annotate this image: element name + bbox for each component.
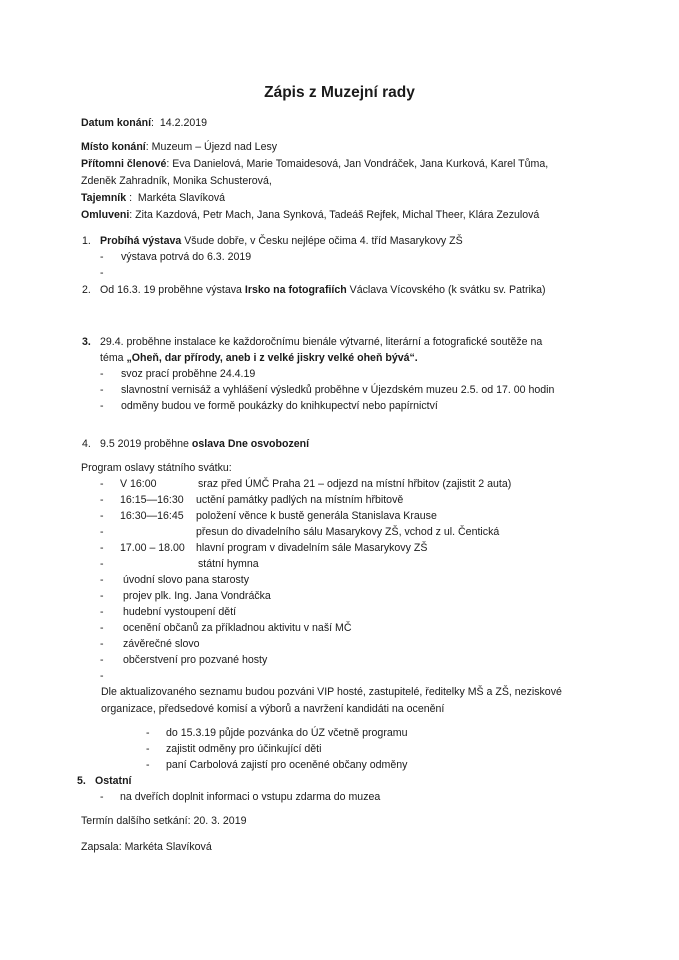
item-number: 5. <box>77 775 86 787</box>
program-item: hudební vystoupení dětí <box>123 606 237 618</box>
item-3-bullet: slavnostní vernisáž a vyhlášení výsledků proběhne v Újezdském muzeu 2.5. od 17. 00 hodin <box>121 384 555 396</box>
item-1-rest: Všude dobře, v Česku nejlépe očima 4. tříd Masarykovy ZŠ <box>181 235 463 247</box>
item-1 <box>82 234 91 248</box>
bullet-dash: - <box>100 606 104 618</box>
bullet-dash: - <box>100 574 104 586</box>
meta-members: Přítomni členové: Eva Danielová, Marie Tomaidesová, Jan Vondráček, Jana Kurková, Karel Tůma, <box>81 158 549 170</box>
place-label: Místo konání <box>81 141 146 153</box>
recorded-by: Zapsala: Markéta Slavíková <box>81 841 212 853</box>
bullet-dash: - <box>100 791 104 803</box>
item-1-bullet: výstava potrvá do 6.3. 2019 <box>121 251 252 263</box>
item-1-bold: Probíhá výstava <box>100 235 182 247</box>
bullet-dash: - <box>100 622 104 634</box>
bullet-dash: - <box>100 368 104 380</box>
bullet-dash: - <box>100 590 104 602</box>
item-5-bullet: na dveřích doplnit informaci o vstupu zdarma do muzea <box>120 791 381 803</box>
document-title: Zápis z Muzejní rady <box>264 84 415 101</box>
schedule-text: přesun do divadelního sálu Masarykovy ZŠ, vchod z ul. Čentická <box>196 526 500 538</box>
item-3-bullet: odměny budou ve formě poukázky do knihkupectví nebo papírnictví <box>121 400 438 412</box>
next-meeting: Termín dalšího setkání: 20. 3. 2019 <box>81 815 247 827</box>
program-item: úvodní slovo pana starosty <box>123 574 250 586</box>
item-1-text <box>100 234 463 248</box>
item-4-pre: 9.5 2019 proběhne <box>100 438 192 450</box>
excused-label: Omluveni <box>81 209 130 221</box>
item-3-bullet: svoz prací proběhne 24.4.19 <box>121 368 256 380</box>
bullet-dash: - <box>100 400 104 412</box>
invite-line2: organizace, předsedové komisí a výborů a navržení kandidáti na ocenění <box>101 703 445 715</box>
bullet-dash: - <box>100 670 104 682</box>
secretary-label: Tajemník <box>81 192 127 204</box>
invite-line1: Dle aktualizovaného seznamu budou pozváni VIP hosté, zastupitelé, ředitelky MŠ a ZŠ, neziskové <box>101 686 562 698</box>
members-line1: Eva Danielová, Marie Tomaidesová, Jan Vondráček, Jana Kurková, Karel Tůma, <box>172 158 549 170</box>
item-number: 4. <box>82 438 91 450</box>
item-5-title: Ostatní <box>95 775 132 787</box>
schedule-text: uctění památky padlých na místním hřbitově <box>196 494 404 506</box>
bullet-dash: - <box>100 558 104 570</box>
item-2-post: Václava Vícovského (k svátku sv. Patrika) <box>346 284 546 296</box>
schedule-text: položení věnce k bustě generála Stanislava Krause <box>196 510 437 522</box>
bullet-dash: - <box>100 510 104 522</box>
date-value: 14.2.2019 <box>159 117 208 129</box>
schedule-time: 17.00 – 18.00 <box>120 542 185 554</box>
excused-value: Zita Kazdová, Petr Mach, Jana Synková, Tadeáš Rejfek, Michal Theer, Klára Zezulová <box>135 209 540 221</box>
item-3-line2-pre: téma <box>100 352 127 364</box>
task-item: do 15.3.19 půjde pozvánka do ÚZ včetně programu <box>166 727 408 739</box>
bullet-dash: - <box>100 526 104 538</box>
schedule-text: sraz před ÚMČ Praha 21 – odjezd na místní hřbitov (zajistit 2 auta) <box>198 478 512 490</box>
meta-place: Místo konání: Muzeum – Újezd nad Lesy <box>81 141 278 153</box>
item-3-line2 <box>100 351 418 365</box>
members-line2: Zdeněk Zahradník, Monika Schusterová, <box>81 175 272 187</box>
bullet-dash: - <box>100 542 104 554</box>
schedule-text: státní hymna <box>198 558 259 570</box>
item-3-line1: 29.4. proběhne instalace ke každoročnímu bienále výtvarné, literární a fotografické soutěže na <box>100 336 543 348</box>
item-3-theme: „Oheň, dar přírody, aneb i z velké jiskry velké oheň bývá“. <box>126 352 418 364</box>
bullet-dash: - <box>100 494 104 506</box>
bullet-dash: - <box>146 743 150 755</box>
bullet-dash: - <box>100 478 104 490</box>
task-item: zajistit odměny pro účinkující děti <box>166 743 322 755</box>
bullet-dash: - <box>146 759 150 771</box>
program-item: závěrečné slovo <box>123 638 200 650</box>
secretary-value: Markéta Slavíková <box>137 192 226 204</box>
item-2-text <box>100 283 546 297</box>
schedule-time: 16:30—16:45 <box>120 510 184 522</box>
program-item: ocenění občanů za příkladnou aktivitu v naší MČ <box>123 622 352 634</box>
item-2-pre: Od 16.3. 19 proběhne výstava <box>100 284 245 296</box>
item-number: 3. <box>82 336 91 348</box>
members-label: Přítomni členové <box>81 158 167 170</box>
schedule-time: 16:15—16:30 <box>120 494 184 506</box>
task-item: paní Carbolová zajistí pro oceněné občany odměny <box>166 759 408 771</box>
item-4-text <box>100 437 309 451</box>
bullet-dash: - <box>100 251 104 263</box>
item-2-bold: Irsko na fotografiích <box>244 284 347 296</box>
bullet-dash: - <box>146 727 150 739</box>
bullet-dash: - <box>100 638 104 650</box>
meta-excused: Omluveni: Zita Kazdová, Petr Mach, Jana Synková, Tadeáš Rejfek, Michal Theer, Klára Zezulová <box>81 209 540 221</box>
item-4-bold: oslava Dne osvobození <box>191 438 310 450</box>
date-label: Datum konání <box>81 117 152 129</box>
schedule-time: V 16:00 <box>120 478 157 490</box>
schedule-text: hlavní program v divadelním sále Masarykovy ZŠ <box>196 542 428 554</box>
place-value: Muzeum – Újezd nad Lesy <box>151 141 278 153</box>
bullet-dash: - <box>100 267 104 279</box>
item-number: 1. <box>82 235 91 247</box>
item-number: 2. <box>82 284 91 296</box>
bullet-dash: - <box>100 384 104 396</box>
program-item: projev plk. Ing. Jana Vondráčka <box>123 590 271 602</box>
program-heading: Program oslavy státního svátku: <box>81 462 232 474</box>
program-item: občerstvení pro pozvané hosty <box>123 654 268 666</box>
meta-date: Datum konání: 14.2.2019 <box>81 117 208 129</box>
bullet-dash: - <box>100 654 104 666</box>
meta-secretary: Tajemník : Markéta Slavíková <box>81 192 226 204</box>
